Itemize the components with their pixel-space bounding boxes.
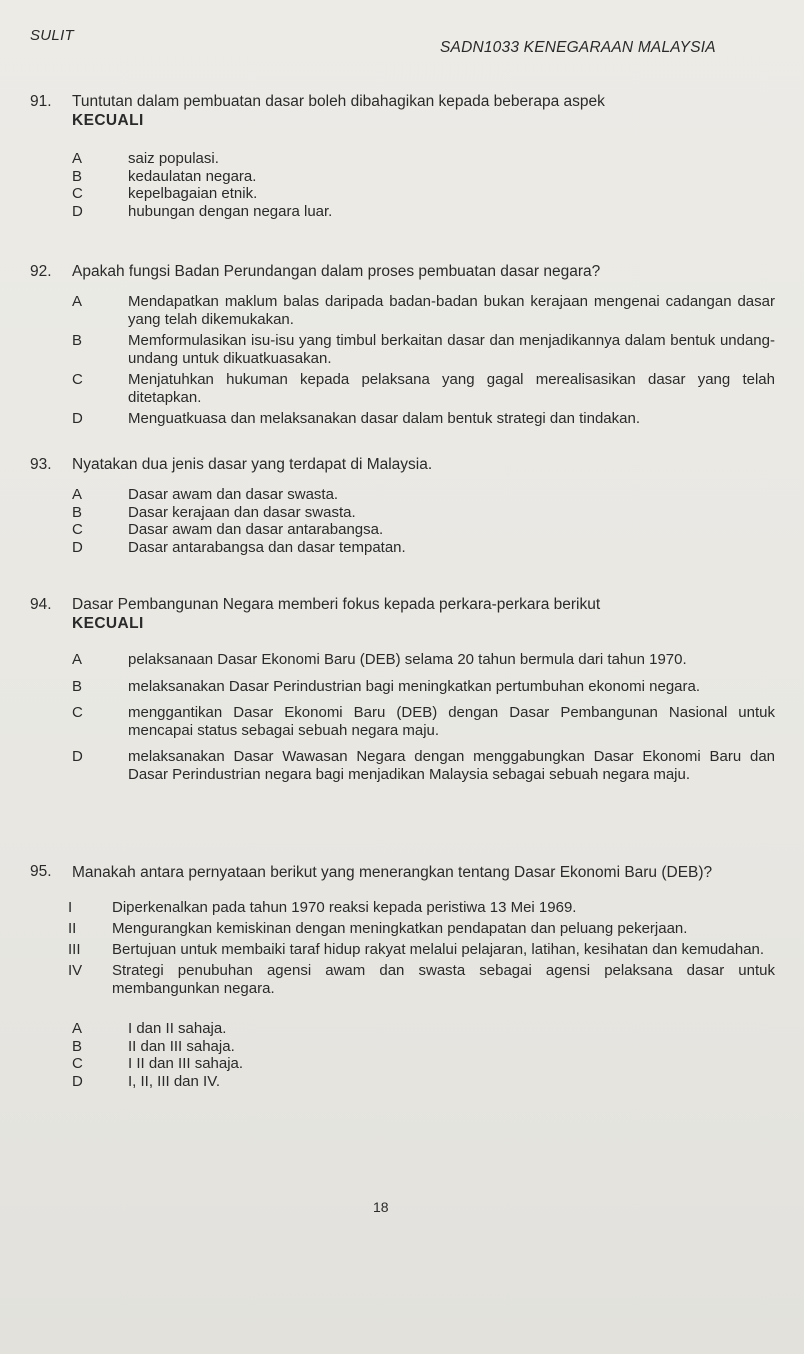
option-c[interactable]: C Dasar awam dan dasar antarabangsa. <box>72 521 384 538</box>
option-a[interactable]: A Mendapatkan maklum balas daripada badan-badan bukan kerajaan mengenai cadangan dasar yang telah dikemukakan. <box>72 293 775 328</box>
kecuali-label: KECUALI <box>72 615 144 632</box>
question-95 <box>30 862 775 1090</box>
statement-ii: II Mengurangkan kemiskinan dengan meningkatkan pendapatan dan peluang pekerjaan. <box>68 920 688 937</box>
question-number: 92. <box>30 263 52 280</box>
page-number: 18 <box>373 1199 389 1215</box>
option-b[interactable]: B Dasar kerajaan dan dasar swasta. <box>72 503 356 521</box>
option-a[interactable]: A Dasar awam dan dasar swasta. <box>72 486 339 503</box>
option-a[interactable]: A I dan II sahaja. <box>72 1020 227 1037</box>
option-c[interactable]: C Menjatuhkan hukuman kepada pelaksana yang gagal merealisasikan dasar yang telah ditetapkan. <box>72 371 775 406</box>
question-91 <box>30 92 775 220</box>
option-d[interactable]: D Menguatkuasa dan melaksanakan dasar dalam bentuk strategi dan tindakan. <box>72 410 640 427</box>
question-93 <box>30 455 775 556</box>
question-number: 95. <box>30 863 52 880</box>
question-text: Apakah fungsi Badan Perundangan dalam proses pembuatan dasar negara? <box>72 263 601 280</box>
statement-i: I Diperkenalkan pada tahun 1970 reaksi kepada peristiwa 13 Mei 1969. <box>68 899 577 916</box>
question-92 <box>30 262 775 428</box>
option-d[interactable]: D melaksanakan Dasar Wawasan Negara dengan menggabungkan Dasar Ekonomi Baru dan Dasar Perindustrian negara bagi menjadikan Malaysia sebagai sebuah negara maju. <box>72 748 775 783</box>
option-d[interactable]: D hubungan dengan negara luar. <box>72 202 333 220</box>
header-course-code: SADN1033 KENEGARAAN MALAYSIA <box>440 39 716 56</box>
statement-iv: IV Strategi penubuhan agensi awam dan swasta sebagai agensi pelaksana dasar untuk membangunkan negara. <box>68 962 775 997</box>
option-d[interactable]: D Dasar antarabangsa dan dasar tempatan. <box>72 538 406 556</box>
statement-iii: III Bertujuan untuk membaiki taraf hidup rakyat melalui pelajaran, latihan, kesihatan dan kemudahan. <box>68 941 765 958</box>
question-number: 94. <box>30 596 52 613</box>
question-text: Manakah antara pernyataan berikut yang menerangkan tentang Dasar Ekonomi Baru (DEB)? <box>72 864 713 881</box>
option-c[interactable]: C kepelbagaian etnik. <box>72 185 258 202</box>
option-c[interactable]: C menggantikan Dasar Ekonomi Baru (DEB) dengan Dasar Pembangunan Nasional untuk mencapai status sebagai sebuah negara maju. <box>72 704 775 739</box>
question-number: 91. <box>30 93 52 110</box>
option-b[interactable]: B Memformulasikan isu-isu yang timbul berkaitan dasar dan menjadikannya dalam bentuk undang-undang untuk dikuatkuasakan. <box>72 332 775 367</box>
question-text: Tuntutan dalam pembuatan dasar boleh dibahagikan kepada beberapa aspek <box>72 93 605 110</box>
header-sulit: SULIT <box>30 27 75 44</box>
kecuali-label: KECUALI <box>72 112 144 129</box>
option-d[interactable]: D I, II, III dan IV. <box>72 1072 220 1090</box>
question-number: 93. <box>30 456 52 473</box>
option-c[interactable]: C I II dan III sahaja. <box>72 1055 244 1072</box>
option-a[interactable]: A saiz populasi. <box>72 150 219 167</box>
question-94 <box>30 595 775 783</box>
question-text: Nyatakan dua jenis dasar yang terdapat di Malaysia. <box>72 456 433 473</box>
option-a[interactable]: A pelaksanaan Dasar Ekonomi Baru (DEB) selama 20 tahun bermula dari tahun 1970. <box>72 651 687 668</box>
option-b[interactable]: B melaksanakan Dasar Perindustrian bagi meningkatkan pertumbuhan ekonomi negara. <box>72 677 701 695</box>
option-b[interactable]: B kedaulatan negara. <box>72 167 257 185</box>
question-text: Dasar Pembangunan Negara memberi fokus kepada perkara-perkara berikut <box>72 596 601 613</box>
option-b[interactable]: B II dan III sahaja. <box>72 1037 235 1055</box>
